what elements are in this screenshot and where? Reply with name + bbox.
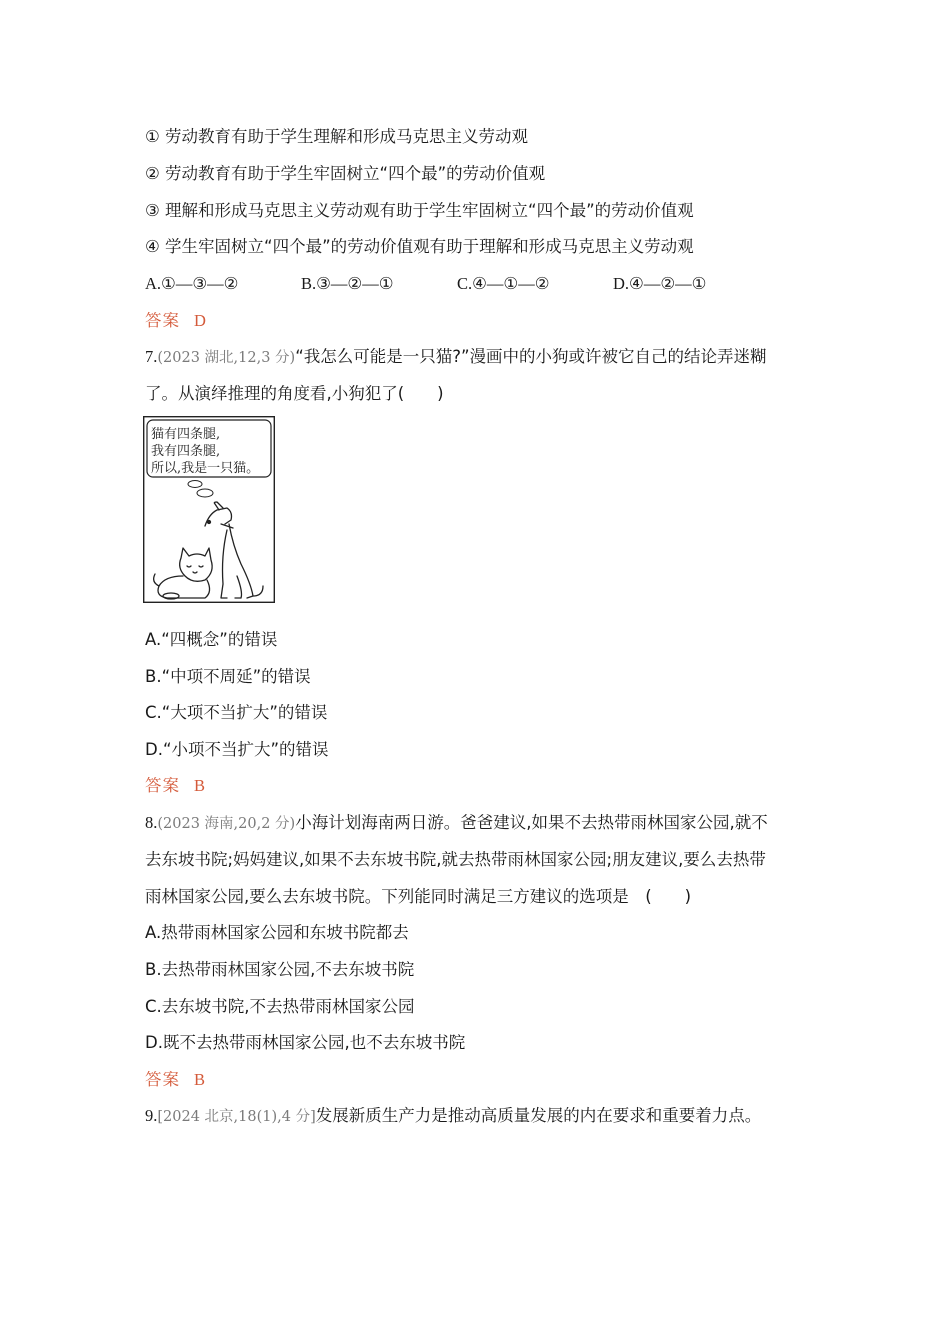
q6-option-a: A.①—③—② bbox=[145, 274, 239, 293]
q6-answer-label: 答案 bbox=[145, 311, 180, 330]
comic-text-1: 猫有四条腿, bbox=[151, 427, 221, 442]
q8-stem-line-1 bbox=[145, 812, 768, 835]
q7-answer-label: 答案 bbox=[145, 776, 180, 795]
q9-number: 9. bbox=[145, 1106, 158, 1125]
q6-answer-value: D bbox=[194, 311, 206, 330]
q8-stem-text-1: 小海计划海南两日游。爸爸建议,如果不去热带雨林国家公园,就不 bbox=[295, 813, 768, 832]
comic-text-2: 我有四条腿, bbox=[151, 444, 221, 459]
q6-option-d: D.④—②—① bbox=[613, 274, 707, 293]
q8-number: 8. bbox=[145, 813, 158, 832]
q8-option-a: A.热带雨林国家公园和东坡书院都去 bbox=[145, 923, 409, 942]
q7-option-a: A.“四概念”的错误 bbox=[145, 630, 278, 649]
q7-option-d: D.“小项不当扩大”的错误 bbox=[145, 740, 329, 759]
q8-answer bbox=[145, 1069, 205, 1091]
q8-option-b: B.去热带雨林国家公园,不去东坡书院 bbox=[145, 960, 415, 979]
q6-answer bbox=[145, 310, 206, 332]
q9-stem-line-1 bbox=[145, 1105, 761, 1128]
q7-stem-line-2: 了。从演绎推理的角度看,小狗犯了( ) bbox=[145, 384, 444, 403]
q8-option-d: D.既不去热带雨林国家公园,也不去东坡书院 bbox=[145, 1033, 466, 1052]
q9-stem-text-1: 发展新质生产力是推动高质量发展的内在要求和重要着力点。 bbox=[315, 1106, 762, 1125]
q6-option-c: C.④—①—② bbox=[457, 274, 550, 293]
q7-option-c: C.“大项不当扩大”的错误 bbox=[145, 703, 328, 722]
q7-source: (2023 湖北,12,3 分) bbox=[157, 350, 296, 366]
q7-answer bbox=[145, 775, 205, 797]
q6-statement-2: ② 劳动教育有助于学生牢固树立“四个最”的劳动价值观 bbox=[145, 164, 546, 183]
q6-statement-3: ③ 理解和形成马克思主义劳动观有助于学生牢固树立“四个最”的劳动价值观 bbox=[145, 201, 694, 220]
q7-number: 7. bbox=[145, 347, 158, 366]
q8-stem-line-2: 去东坡书院;妈妈建议,如果不去东坡书院,就去热带雨林国家公园;朋友建议,要么去热带 bbox=[145, 850, 766, 869]
q7-answer-value: B bbox=[194, 776, 206, 795]
q6-statement-4: ④ 学生牢固树立“四个最”的劳动价值观有助于理解和形成马克思主义劳动观 bbox=[145, 237, 694, 256]
q8-option-c: C.去东坡书院,不去热带雨林国家公园 bbox=[145, 997, 415, 1016]
q8-stem-line-3: 雨林国家公园,要么去东坡书院。下列能同时满足三方建议的选项是 ( ) bbox=[145, 887, 692, 906]
q6-options-row bbox=[145, 273, 785, 295]
comic-text-3: 所以,我是一只猫。 bbox=[151, 461, 260, 476]
q8-answer-value: B bbox=[194, 1070, 206, 1089]
q7-option-b: B.“中项不周延”的错误 bbox=[145, 667, 311, 686]
q6-statement-1: ① 劳动教育有助于学生理解和形成马克思主义劳动观 bbox=[145, 127, 529, 146]
q9-source: [2024 北京,18(1),4 分] bbox=[157, 1109, 316, 1125]
q7-comic-image bbox=[143, 416, 275, 603]
q7-stem-text-1: “我怎么可能是一只猫?”漫画中的小狗或许被它自己的结论弄迷糊 bbox=[295, 347, 767, 366]
q8-source: (2023 海南,20,2 分) bbox=[157, 816, 296, 832]
q8-answer-label: 答案 bbox=[145, 1070, 180, 1089]
q7-stem-line-1 bbox=[145, 346, 767, 369]
q6-option-b: B.③—②—① bbox=[301, 274, 394, 293]
